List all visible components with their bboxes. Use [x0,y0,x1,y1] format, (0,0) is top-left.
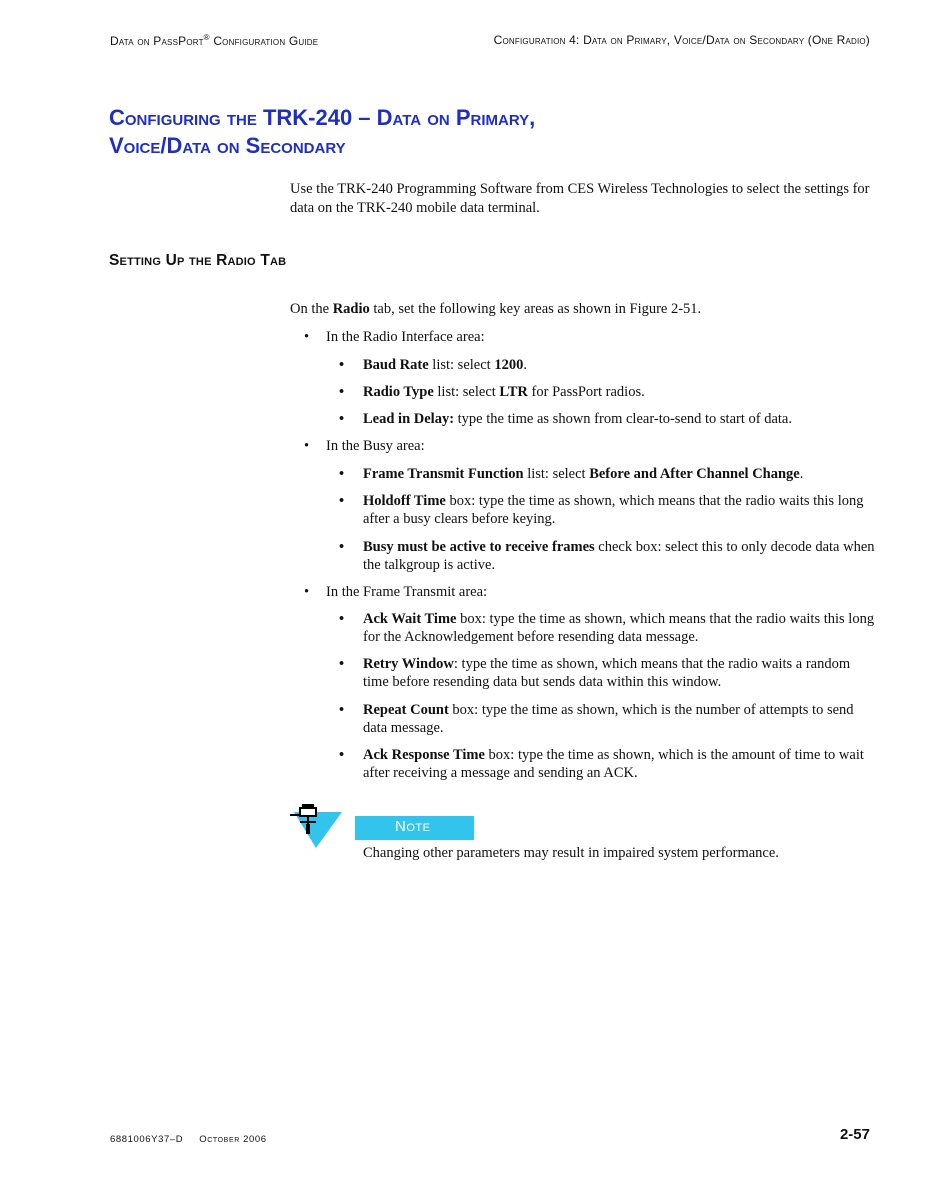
item-text: list: select [523,466,590,482]
item-term: Ack Wait Time [363,611,457,627]
item-text: : type the time as shown, which means that the radio waits a random time before resending data but sends data within this window. [363,656,851,690]
title-line-2: Voice/Data on Secondary [109,133,346,158]
item-term: Ack Response Time [363,747,485,763]
item-text: list: select [433,384,500,400]
bullet-dot: • [339,493,345,509]
item-text: check box: select this to only decode data when the talkgroup is active. [363,539,875,573]
bullet-dot: • [339,539,345,555]
item-text: type the time as shown from clear-to-send to start of data. [454,411,792,427]
lead-pre: On the [290,301,333,317]
note-pushpin-icon [288,802,344,850]
bullet-dot: • [304,438,310,454]
bullet-dot: • [304,584,310,600]
list-item [339,746,879,782]
page-title [109,104,809,160]
item-text: list: select [428,357,495,373]
area-label: In the Radio Interface area: [326,329,485,345]
bullet-dot: • [339,466,345,482]
bullet-dot: • [339,747,345,763]
item-text2: . [799,466,804,482]
bullet-dot: • [339,656,345,672]
item-term: Repeat Count [363,702,449,718]
bullet-dot: • [339,357,345,373]
note-label: Note [395,818,431,835]
area-label: In the Busy area: [326,438,425,454]
list-item [339,538,879,574]
item-text: box: type the time as shown, which is the amount of time to wait after receiving a message and sending an ACK. [363,747,864,781]
bullet-dot: • [339,611,345,627]
list-item-area [304,437,425,456]
intro-paragraph: Use the TRK-240 Programming Software from CES Wireless Technologies to select the settings for data on the TRK-240 mobile data terminal. [290,181,870,216]
item-term2: Before and After Channel Change [589,466,800,482]
item-term: Lead in Delay: [363,411,455,427]
header-left-text: Data on PassPort [110,34,204,48]
item-term: Retry Window [363,656,454,672]
list-item [339,356,879,374]
note-text: Changing other parameters may result in impaired system performance. [363,845,779,861]
item-text: box: type the time as shown, which is the number of attempts to send data message. [363,702,854,736]
item-text2: . [523,357,527,373]
doc-number: 6881006Y37–D [110,1134,184,1145]
list-item [339,465,879,483]
item-text2: for PassPort radios. [527,384,645,400]
list-item [339,492,879,528]
area-label: In the Frame Transmit area: [326,584,488,600]
header-left-suffix: Configuration Guide [209,34,319,48]
item-term: Busy must be active to receive frames [363,539,595,555]
registered-mark: ® [203,33,210,42]
bullet-dot: • [304,329,310,345]
lead-paragraph [290,300,880,319]
bullet-dot: • [339,702,345,718]
item-term2: LTR [499,384,528,400]
item-term: Frame Transmit Function [363,466,524,482]
list-item [339,383,879,401]
footer-doc-info [110,1134,267,1145]
running-header-left [110,33,318,48]
doc-date: October 2006 [199,1134,267,1145]
list-item-area [304,583,487,602]
bullet-dot: • [339,384,345,400]
list-item [339,410,879,428]
page-number: 2-57 [839,1126,870,1143]
item-term: Radio Type [363,384,434,400]
item-term: Holdoff Time [363,493,446,509]
lead-post: tab, set the following key areas as shown in Figure 2-51. [369,301,702,317]
item-term: Baud Rate [363,357,429,373]
section-heading: Setting Up the Radio Tab [109,252,287,269]
item-term2: 1200 [494,357,524,373]
list-item [339,610,879,646]
item-text: box: type the time as shown, which means that the radio waits this long after a busy clears before keying. [363,493,864,527]
list-item [339,655,879,691]
list-item-area [304,328,485,347]
title-line-1: Configuring the TRK-240 – Data on Primary, [109,105,536,130]
list-item [339,701,879,737]
running-header-right: Configuration 4: Data on Primary, Voice/Data on Secondary (One Radio) [493,33,870,47]
item-text: box: type the time as shown, which means that the radio waits this long for the Acknowledgement before resending data message. [363,611,875,645]
bullet-dot: • [339,411,345,427]
lead-bold: Radio [332,301,370,317]
